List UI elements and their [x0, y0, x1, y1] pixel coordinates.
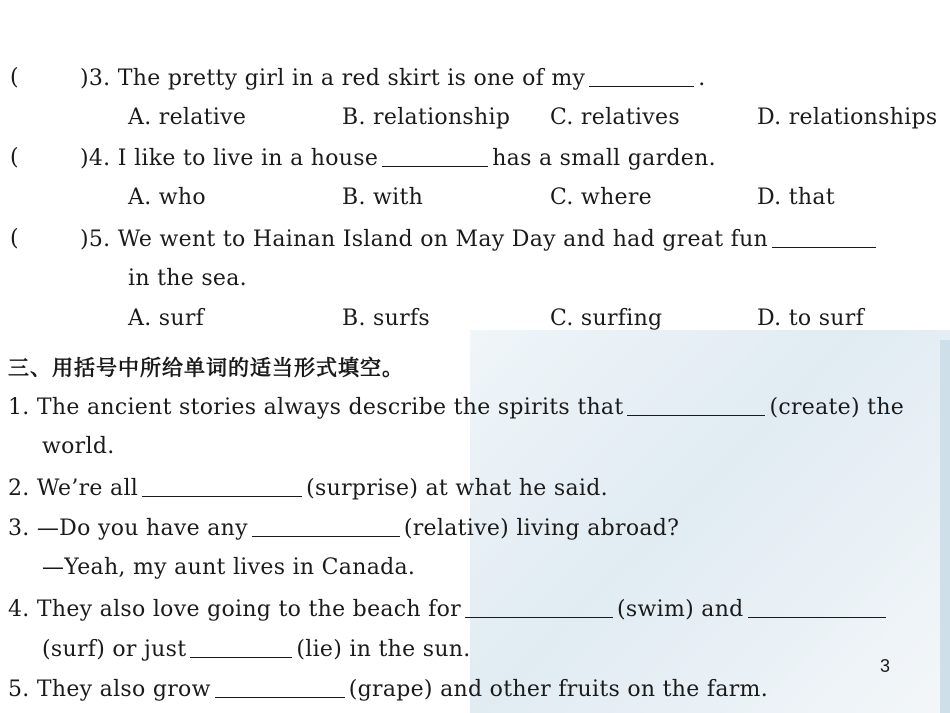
question-stem: We went to Hainan Island on May Day and had great fun [117, 227, 769, 252]
option-b: B. surfs [342, 306, 430, 331]
option-b: B. with [342, 185, 424, 210]
decorative-edge [940, 340, 950, 713]
item-hint: (lie) in the sun. [296, 637, 471, 662]
section-heading: 三、用括号中所给单词的适当形式填空。 [8, 356, 404, 380]
item-hint: (surprise) at what he said. [306, 476, 608, 501]
answer-blank[interactable] [772, 225, 876, 248]
question-number [80, 64, 706, 93]
answer-blank[interactable] [627, 393, 765, 416]
item-hint: (swim) and [617, 597, 744, 622]
answer-blank[interactable] [589, 64, 694, 87]
question-number-text: )3. [80, 66, 111, 91]
fill-item-text [8, 514, 679, 543]
option-c: C. relatives [550, 105, 680, 130]
item-text: 5. They also grow [8, 677, 211, 702]
item-text: 1. The ancient stories always describe the spirits that [8, 395, 624, 420]
answer-blank[interactable] [382, 144, 488, 167]
answer-blank[interactable] [142, 474, 302, 497]
question-number-text: )4. [80, 146, 111, 171]
option-a: A. relative [128, 105, 247, 130]
answer-blank[interactable] [252, 514, 400, 537]
answer-blank[interactable] [190, 635, 292, 658]
option-c: C. where [550, 185, 652, 210]
item-text: 2. We’re all [8, 476, 139, 501]
option-a: A. who [128, 185, 206, 210]
option-d: D. to surf [757, 306, 865, 331]
question-stem: I like to live in a house [117, 146, 379, 171]
item-reply: —Yeah, my aunt lives in Canada. [42, 555, 416, 580]
answer-paren: ( [10, 145, 19, 170]
question-number-text: )5. [80, 227, 111, 252]
answer-blank[interactable] [465, 595, 613, 618]
item-text: 4. They also love going to the beach for [8, 597, 461, 622]
item-hint: (relative) living abroad? [403, 516, 680, 541]
item-hint: (grape) and other fruits on the farm. [348, 677, 769, 702]
page-number: 3 [880, 656, 891, 676]
item-text-continued: world. [42, 434, 115, 459]
question-stem: The pretty girl in a red skirt is one of my [117, 66, 586, 91]
fill-item-text [8, 474, 608, 503]
option-a: A. surf [128, 306, 205, 331]
fill-item-text-continued [42, 635, 471, 664]
question-number [80, 144, 716, 173]
item-hint: (create) the [769, 395, 905, 420]
question-end: . [698, 66, 706, 91]
answer-blank[interactable] [748, 595, 886, 618]
option-d: D. relationships [757, 105, 938, 130]
item-text: 3. —Do you have any [8, 516, 248, 541]
option-d: D. that [757, 185, 835, 210]
question-stem-continued: in the sea. [128, 266, 247, 291]
answer-paren: ( [10, 226, 19, 251]
answer-paren: ( [10, 65, 19, 90]
fill-item-text [8, 675, 768, 704]
option-b: B. relationship [342, 105, 511, 130]
question-number [80, 225, 880, 254]
option-c: C. surfing [550, 306, 663, 331]
fill-item-text [8, 595, 890, 624]
question-stem-end: has a small garden. [492, 146, 716, 171]
answer-blank[interactable] [215, 675, 345, 698]
fill-item-text [8, 393, 904, 422]
item-hint: (surf) or just [42, 637, 187, 662]
